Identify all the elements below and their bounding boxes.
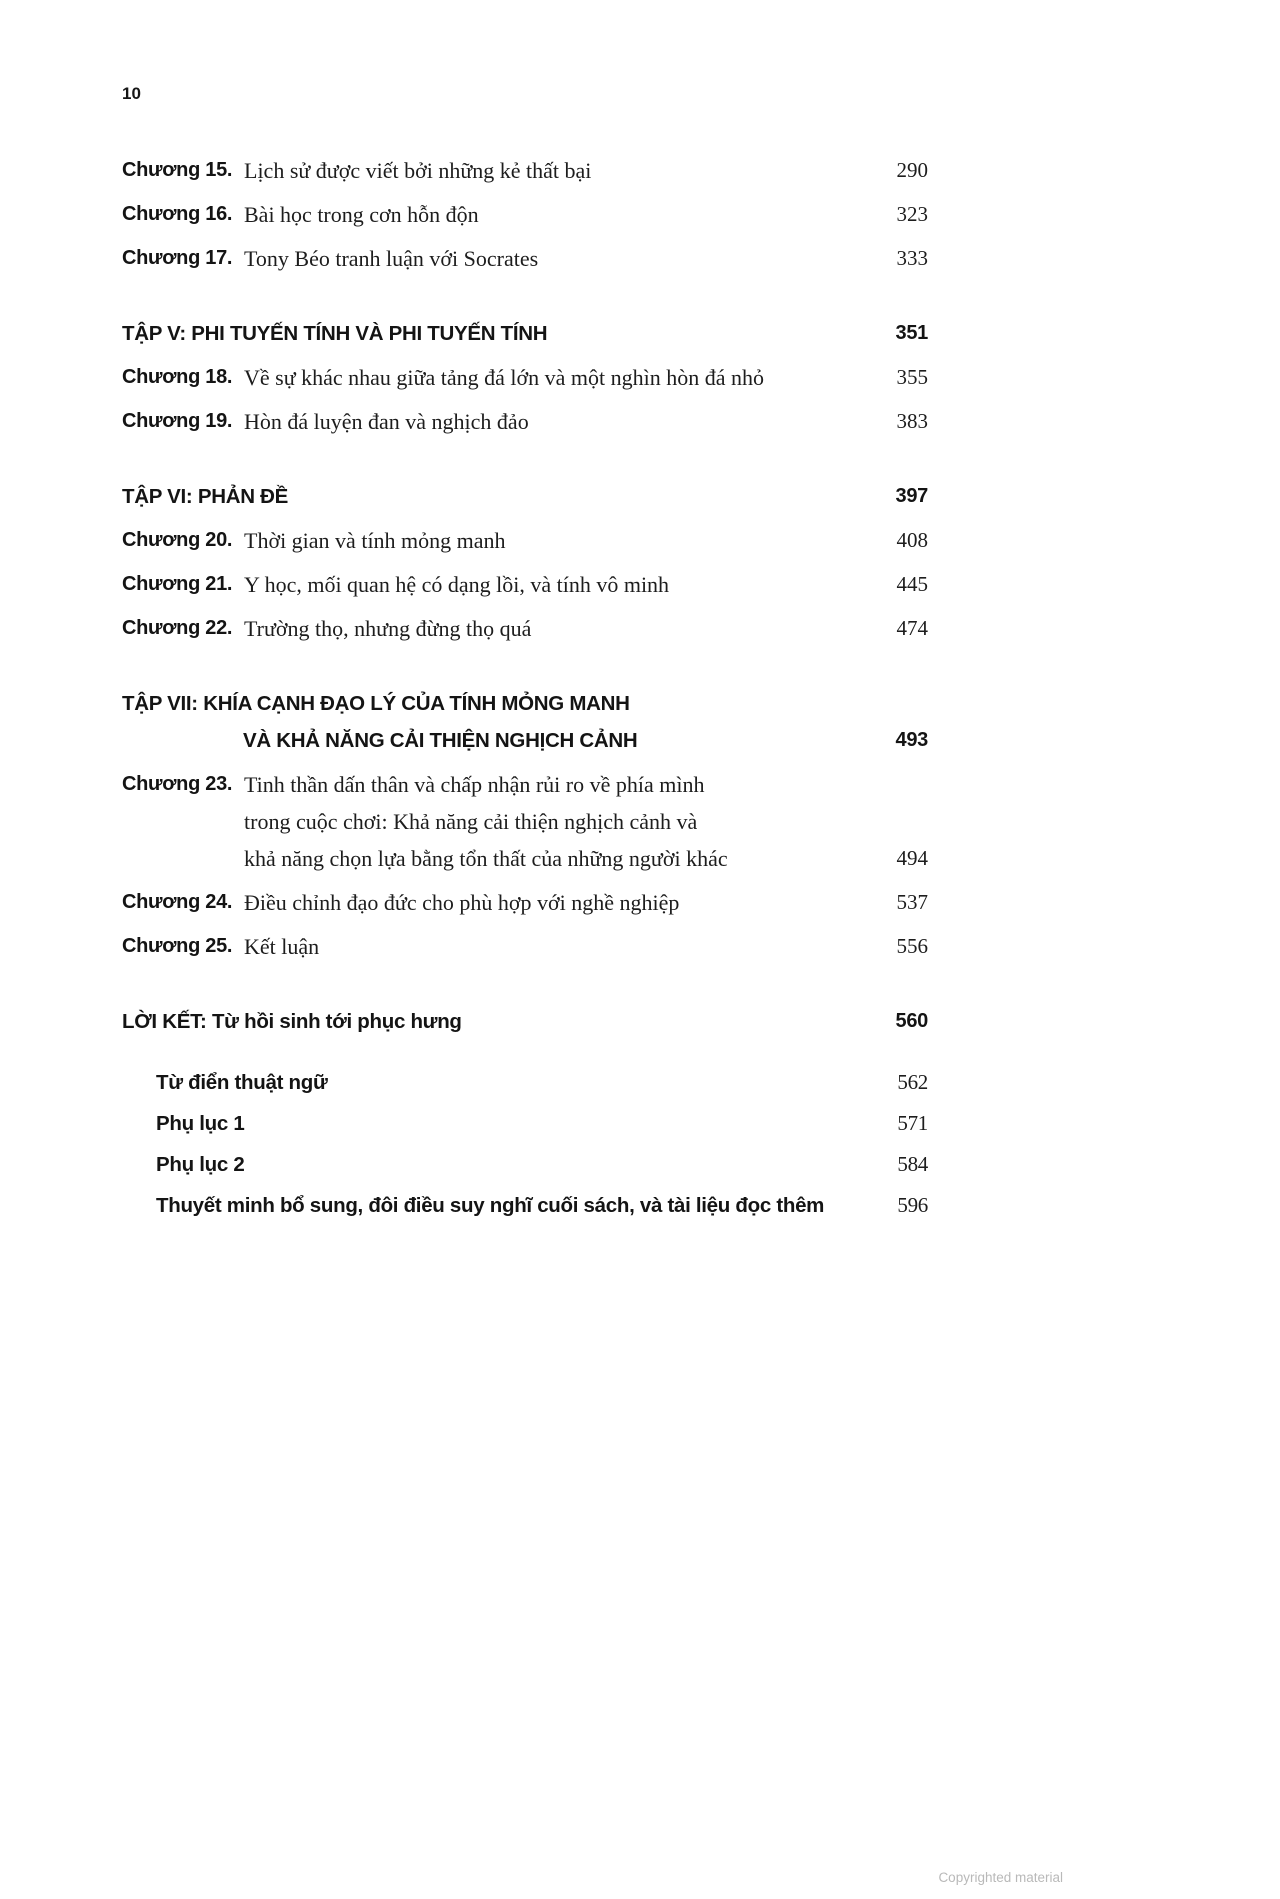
entry-page-number: 596 [897, 1193, 928, 1217]
entry-page-number: 494 [896, 846, 928, 870]
entry-title-line: Y học, mối quan hệ có dạng lồi, và tính vô minh [244, 572, 670, 597]
toc-entry [122, 152, 928, 189]
entry-title [122, 1064, 866, 1101]
entry-title-line: Trường thọ, nhưng đừng thọ quá [244, 616, 532, 641]
entry-page-number: 351 [895, 322, 928, 344]
entry-page-number: 474 [896, 616, 928, 640]
entry-title [122, 1146, 866, 1183]
entry-page-number: 290 [896, 158, 928, 182]
toc-entry [122, 1064, 928, 1101]
toc-entry [122, 403, 928, 440]
entry-title-line: Phụ lục 1 [156, 1112, 245, 1135]
page-number: 10 [122, 84, 141, 103]
toc-entry [122, 478, 928, 515]
entry-title-line: trong cuộc chơi: Khả năng cải thiện nghịch cảnh và [244, 809, 698, 834]
entry-label: Chương 16. [122, 203, 233, 225]
entry-title [122, 1105, 866, 1142]
entry-page-number: 397 [895, 485, 928, 507]
entry-title-line: Lịch sử được viết bởi những kẻ thất bại [244, 158, 592, 183]
entry-title-line: TẬP VII: KHÍA CẠNH ĐẠO LÝ CỦA TÍNH MỎNG MANH [122, 692, 630, 715]
toc-group [122, 1003, 928, 1040]
toc-entry [122, 685, 928, 759]
copyright-notice: Copyrighted material [938, 1870, 1063, 1885]
entry-page-number: 571 [897, 1111, 928, 1135]
toc-entry [122, 1003, 928, 1040]
toc-entry [122, 766, 928, 877]
entry-title-line: Từ điển thuật ngữ [156, 1071, 328, 1094]
entry-title-line: Phụ lục 2 [156, 1153, 245, 1176]
entry-page-number: 537 [896, 890, 928, 914]
entry-page-number: 556 [896, 934, 928, 958]
entry-title [244, 359, 866, 396]
entry-title-line: TẬP V: PHI TUYẾN TÍNH VÀ PHI TUYẾN TÍNH [122, 322, 548, 345]
entry-title-line: Tony Béo tranh luận với Socrates [244, 246, 539, 271]
entry-title-line: Về sự khác nhau giữa tảng đá lớn và một nghìn hòn đá nhỏ [244, 365, 764, 390]
entry-label: Chương 23. [122, 773, 233, 795]
toc-entry [122, 359, 928, 396]
entry-title-line: Kết luận [244, 934, 320, 959]
entry-page-number: 562 [897, 1070, 928, 1094]
entry-title [244, 196, 866, 233]
entry-page-number: 560 [895, 1010, 928, 1032]
entry-title-line: TẬP VI: PHẢN ĐỀ [122, 485, 288, 508]
toc-entry [122, 196, 928, 233]
entry-label: Chương 17. [122, 247, 233, 269]
toc-entry [122, 315, 928, 352]
entry-page-number: 323 [896, 202, 928, 226]
entry-title [244, 240, 866, 277]
entry-title-line: Thời gian và tính mỏng manh [244, 528, 506, 553]
entry-title-line: khả năng chọn lựa bằng tổn thất của những người khác [244, 846, 728, 871]
entry-title [244, 610, 866, 647]
entry-page-number: 333 [896, 246, 928, 270]
entry-title [122, 478, 866, 515]
entry-title-line: Tinh thần dấn thân và chấp nhận rủi ro về phía mình [244, 772, 705, 797]
entry-title-line: LỜI KẾT: Từ hồi sinh tới phục hưng [122, 1010, 462, 1033]
toc-entry [122, 240, 928, 277]
toc-entry [122, 566, 928, 603]
entry-title-line: Thuyết minh bổ sung, đôi điều suy nghĩ cuối sách, và tài liệu đọc thêm [156, 1194, 825, 1217]
entry-label: Chương 22. [122, 617, 233, 639]
entry-title [244, 766, 866, 877]
toc-entry [122, 884, 928, 921]
toc-entry [122, 1187, 928, 1224]
entry-label: Chương 18. [122, 366, 233, 388]
entry-label: Chương 24. [122, 891, 233, 913]
entry-label: Chương 20. [122, 529, 233, 551]
entry-title [244, 403, 866, 440]
entry-title-line: Hòn đá luyện đan và nghịch đảo [244, 409, 529, 434]
toc-group [122, 478, 928, 647]
entry-page-number: 493 [895, 729, 928, 751]
entry-title [122, 315, 866, 352]
entry-title-line: Điều chỉnh đạo đức cho phù hợp với nghề nghiệp [244, 890, 680, 915]
entry-page-number: 408 [896, 528, 928, 552]
entry-title [244, 566, 866, 603]
entry-page-number: 383 [896, 409, 928, 433]
entry-title [244, 928, 866, 965]
entry-page-number: 584 [897, 1152, 928, 1176]
toc-group [122, 1064, 928, 1224]
toc-group [122, 152, 928, 277]
entry-label: Chương 25. [122, 935, 233, 957]
entry-label: Chương 15. [122, 159, 233, 181]
toc-entry [122, 928, 928, 965]
toc-entry [122, 1146, 928, 1183]
entry-label: Chương 21. [122, 573, 233, 595]
toc-entry [122, 522, 928, 559]
entry-title [122, 1003, 866, 1040]
entry-title [244, 152, 866, 189]
toc-entry [122, 610, 928, 647]
entry-label: Chương 19. [122, 410, 233, 432]
table-of-contents [122, 152, 928, 1228]
entry-title-line: Bài học trong cơn hỗn độn [244, 202, 479, 227]
entry-page-number: 355 [896, 365, 928, 389]
entry-page-number: 445 [896, 572, 928, 596]
toc-group [122, 315, 928, 440]
entry-title [244, 884, 866, 921]
entry-title [122, 685, 866, 759]
entry-title-line: VÀ KHẢ NĂNG CẢI THIỆN NGHỊCH CẢNH [243, 729, 638, 752]
toc-entry [122, 1105, 928, 1142]
toc-group [122, 685, 928, 965]
entry-title [244, 522, 866, 559]
entry-title [122, 1187, 866, 1224]
